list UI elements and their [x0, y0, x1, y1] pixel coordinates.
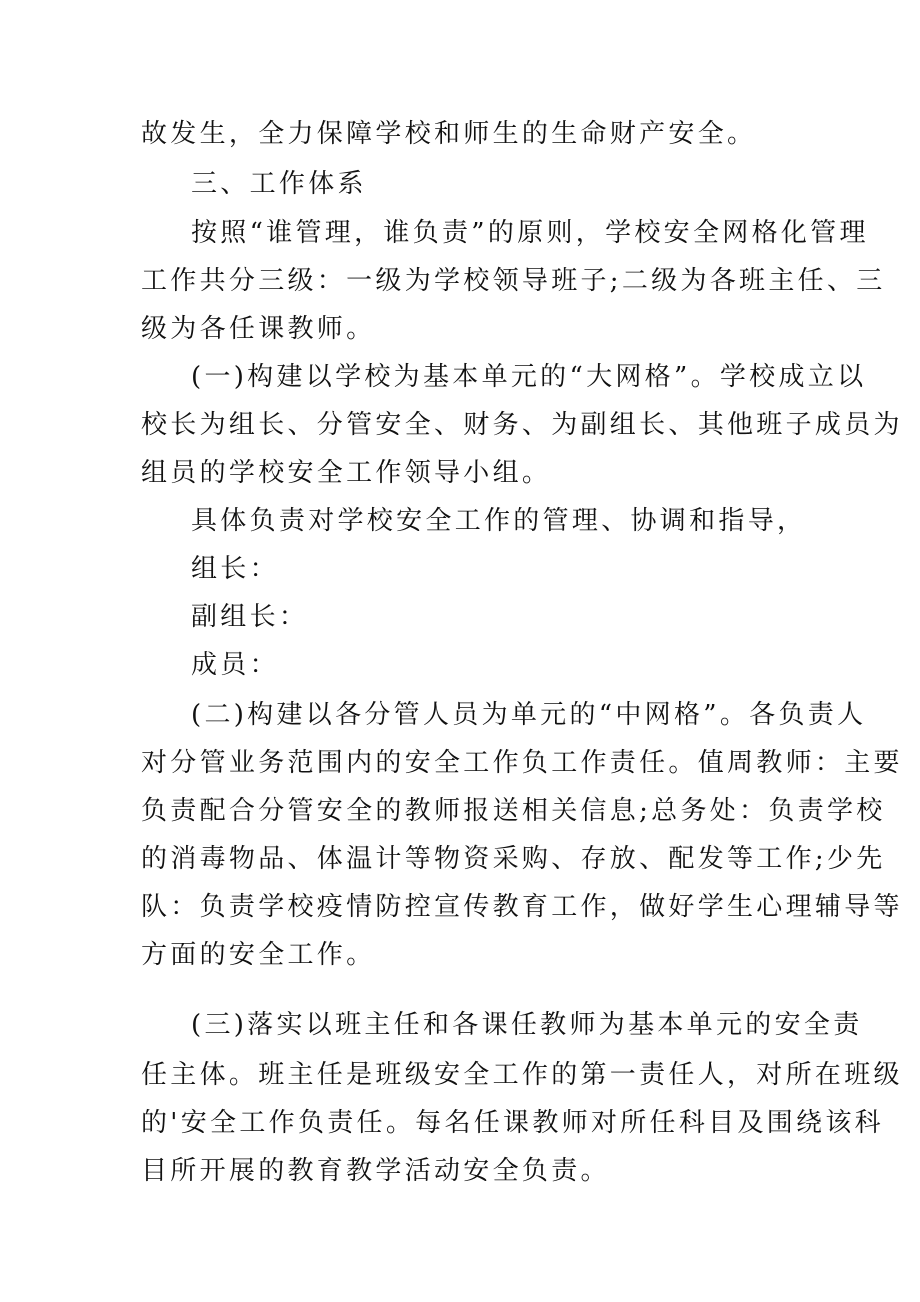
text-line: 负责配合分管安全的教师报送相关信息;总务处：负责学校	[141, 796, 886, 826]
text-line: 目所开展的教育教学活动安全负责。	[141, 1156, 610, 1186]
text-line: 任主体。班主任是班级安全工作的第一责任人，对所在班级	[141, 1060, 903, 1090]
text-line: (一)构建以学校为基本单元的“大网格”。学校成立以	[191, 362, 867, 392]
text-line: 组员的学校安全工作领导小组。	[141, 458, 552, 488]
text-line: 级为各任课教师。	[141, 314, 376, 344]
text-line: 工作共分三级：一级为学校领导班子;二级为各班主任、三	[141, 266, 886, 296]
text-line: 对分管业务范围内的安全工作负工作责任。值周教师：主要	[141, 748, 903, 778]
text-line: 校长为组长、分管安全、财务、为副组长、其他班子成员为	[141, 410, 903, 440]
text-line: 故发生，全力保障学校和师生的生命财产安全。	[141, 119, 757, 149]
text-line: 的'安全工作负责任。每名任课教师对所任科目及围绕该科	[141, 1108, 884, 1138]
text-line: 按照“谁管理，谁负责”的原则，学校安全网格化管理	[191, 218, 869, 248]
text-line: 组长：	[191, 554, 279, 584]
text-line: 成员：	[191, 650, 279, 680]
text-line: 的消毒物品、体温计等物资采购、存放、配发等工作;少先	[141, 844, 886, 874]
text-line: 副组长：	[191, 602, 309, 632]
text-line: 方面的安全工作。	[141, 940, 376, 970]
text-line: 具体负责对学校安全工作的管理、协调和指导，	[191, 506, 807, 536]
text-line: (三)落实以班主任和各课任教师为基本单元的安全责	[191, 1010, 863, 1040]
section-heading: 三、工作体系	[191, 169, 367, 199]
text-line: (二)构建以各分管人员为单元的“中网格”。各负责人	[191, 700, 867, 730]
text-line: 队：负责学校疫情防控宣传教育工作，做好学生心理辅导等	[141, 892, 903, 922]
